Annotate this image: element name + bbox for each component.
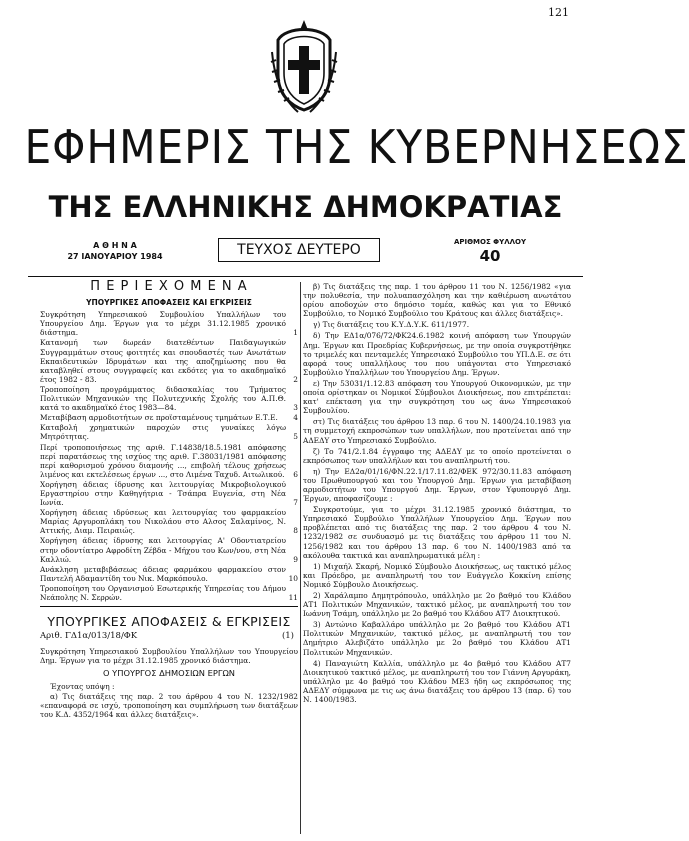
issue-type: ΤΕΥΧΟΣ ΔΕΥΤΕΡΟ [218, 238, 380, 262]
contents-item-text: Τροποποίηση προγράμματος διδασκαλίας του Τμήματος Πολιτικών Μηχανικών της Πολυτεχνικής Σχολής του Α.Π.Θ. κατά το ακαδημαϊκό έτος 1983—84. [40, 384, 286, 413]
contents-item [40, 565, 298, 583]
column-divider [300, 282, 301, 834]
contents-item [40, 310, 298, 337]
contents-item-text: Χορήγηση άδειας ίδρυσης και λειτουργίας Α' Οδοντιατρείου στην οδοντίατρο Αφροδίτη Ζέβδα - Μήχου του Κων/νου, στη Νέα Καλλιώ. [40, 536, 286, 564]
body-paragraph: 3) Αντώνιο Καβαλλάρο υπάλληλο με 2ο βαθμό του Κλάδου ΑΤ1 Πολιτικών Μηχανικών, τακτικό μέλος, με αναπληρωτή του τον Δημήτριο Αλεβιζάτο υπάλληλο με 2ο βαθμό του Κλάδου ΑΤ1 Πολιτικών Μηχανικών. [303, 620, 571, 657]
contents-item-text: Χορήγηση άδειας ίδρυσης και λειτουργίας Μικροβιολογικού Εργαστηρίου στην Καθηγήτρια - Τσάπρα Ευγενία, στη Νέα Ιωνία. [40, 479, 286, 508]
contents-item-page: 4 [293, 413, 298, 423]
decision-index: (1) [281, 631, 294, 642]
minister-heading: Ο ΥΠΟΥΡΓΟΣ ΔΗΜΟΣΙΩΝ ΕΡΓΩΝ [102, 668, 235, 679]
sheet-number-label: ΑΡΙΘΜΟΣ ΦΥΛΛΟΥ [453, 238, 527, 246]
sheet-number: 40 [479, 247, 501, 265]
contents-item [40, 443, 298, 479]
header-divider [28, 276, 583, 277]
sheet-number-box [420, 238, 560, 265]
masthead-row [40, 238, 571, 274]
contents-item-page: 7 [293, 498, 298, 508]
provision-a: α) Τις διατάξεις της παρ. 2 του άρθρου 4 του Ν. 1232/1982 «επαναφορά σε ισχύ, τροποποίηση και συμπλήρωση των διατάξεων του Κ.Δ. 4352/1964 και άλλες διατάξεις». [40, 691, 298, 719]
contents-list [40, 310, 298, 602]
contents-item [40, 508, 298, 535]
contents-item-page: 10 [288, 573, 298, 583]
body-paragraph: ζ) Το 741/2.1.84 έγγραφο της ΑΔΕΔΥ με το οποίο προτείνεται ο εκπρόσωπος των υπαλλήλων και του αναπληρωτή του. [303, 446, 571, 465]
contents-item-page: 1 [293, 328, 298, 338]
body-paragraph: γ) Τις διατάξεις του Κ.Υ.Δ.Υ.Κ. 611/1977. [313, 320, 470, 330]
contents-item-text: Περί τροποποιήσεως της αριθ. Γ.14838/18.5.1981 απόφασης περί παρατάσεως της ισχύος της αριθ. Γ.38031/1981 απόφασης περί καθορισμού χρόνου διαμονής ..., επιβολή τέλους χρήσεως λιμένος και εκτελέσεως έργων ..., στο Λιμένα Ταχυδ. Αιτωλικού. [40, 442, 286, 479]
contents-item-text: Μεταβίβαση αρμοδιοτήτων σε προϊσταμένους τμημάτων Ε.Τ.Ε. [40, 413, 278, 423]
section-divider [40, 606, 298, 607]
decision-reference [40, 632, 298, 641]
contents-item-text: Τροποποίηση του Οργανισμού Εσωτερικής Υπηρεσίας του Δήμου Νεάπολης Ν. Σερρών. [40, 583, 286, 602]
contents-item-page: 3 [293, 403, 298, 413]
decision-ref-number: Αριθ. ΓΔ1α/013/18/ΦΚ [40, 631, 138, 642]
contents-item-page: 8 [293, 526, 298, 536]
contents-item-text: Καταβολή χρηματικών παροχών στις γυναίκες λόγω Μητρότητας. [40, 423, 286, 442]
contents-item-text: Κατανομή των δωρεάν διατεθέντων Παιδαγωγικών Συγγραμμάτων στους φοιτητές και σπουδαστές των Ανωτάτων Εκπαιδευτικών Ιδρυμάτων και της αποζημίωσης που θα καταβληθεί στους συγγραφείς και εκδότες για το ακαδημαϊκό έτος 1982 - 83. [40, 338, 286, 384]
decision-subject: Συγκρότηση Υπηρεσιακού Συμβουλίου Υπαλλήλων του Υπουργείου Δημ. Έργων για το μέχρι 31.12.1985 χρονικό διάστημα. [40, 647, 298, 666]
issue-city: Α Θ Η Ν Α [93, 241, 137, 250]
body-paragraph: 1) Μιχαήλ Σκαρή, Νομικό Σύμβουλο Διοικήσεως, ως τακτικό μέλος και Πρόεδρο, με αναπληρωτή του τον Ευάγγελο Κοκκίνη επίσης Νομικό Σύμβουλο Διοικήσεως. [303, 561, 571, 589]
body-paragraph: ε) Την 53031/1.12.83 απόφαση του Υπουργού Οικονομικών, με την οποία ορίστηκαν οι Νομικοί Σύμβουλοι Διοικήσεως, που επιτρέπεται: κατ' επέκταση για την συγκρότηση του ως άνω Υπηρεσιακού Συμβουλίου. [303, 378, 571, 416]
contents-item-text: Συγκρότηση Υπηρεσιακού Συμβουλίου Υπαλλήλων του Υπουργείου Δημ. Έργων για το μέχρι 31.12.1985 χρονικό διάστημα. [40, 310, 286, 338]
body-paragraph: 4) Παναγιώτη Καλλία, υπάλληλο με 4ο βαθμό του Κλάδου ΑΤ7 Διοικητικού τακτικό μέλος, με αναπληρωτή του τον Γιάννη Αργυράκη, υπάλληλο με 4ο βαθμό του Κλάδου ΜΕ3 ήδη ως εκπρόσωπος της ΑΔΕΔΥ σύμφωνα με τις ως άνω διατάξεις του άρθρου 13 (παρ. 6) του Ν. 1400/1983. [303, 658, 571, 705]
body-paragraph: β) Τις διατάξεις της παρ. 1 του άρθρου 11 του Ν. 1256/1982 «για την πολυθεσία, την πολυαπασχόληση και την καθιέρωση ανωτάτου ορίου αποδοχών στο δημόσιο τομέα, καθώς και για το Εθνικό Συμβούλιο, το Νομικό Συμβούλιο του Κράτους και άλλες διατάξεις». [303, 282, 571, 319]
issue-place-date [40, 240, 190, 262]
contents-item-page: 5 [293, 432, 298, 442]
contents-item-page: 11 [288, 593, 298, 602]
contents-item [40, 584, 298, 602]
body-paragraph: 2) Χαράλαμπο Δημητρόπουλο, υπάλληλο με 2ο βαθμό του Κλάδου ΑΤ1 Πολιτικών Μηχανικών, τακτικό μέλος, με αναπληρωτή του τον Ιωάννη Τσάμη, υπάλληλο με 2ο βαθμό του Κλάδου ΑΤ7 Διοικητικού. [303, 591, 571, 619]
contents-item-page: 9 [293, 554, 298, 564]
body-paragraph: Συγκροτούμε, για το μέχρι 31.12.1985 χρονικό διάστημα, το Υπηρεσιακό Συμβούλιο Υπαλλήλων Υπουργείου Δημ. Έργων που προβλέπεται από τις διατάξεις της παρ. 2 του άρθρου 4 του Ν. 1232/1982 σε συνδυασμό με τις διατάξεις του άρθρου 11 του Ν. 1256/1982 και του άρθρου 13 παρ. 6 του Ν. 1400/1983 από τα ακόλουθα τακτικά και αναπληρωματικά μέλη : [303, 505, 571, 560]
body-paragraph: δ) Την ΕΔ1α/076/72/ΦΚ24.6.1982 κοινή απόφαση των Υπουργών Δημ. Έργων και Προεδρίας Κυβερνήσεως, με την οποία συγκροτήθηκε το τριμελές και πενταμελές Υπηρεσιακό Συμβούλιο του ΥΠ.Δ.Ε. σε ότι αφορά τους υπαλλήλους του που υπάγονται στο Υπηρεσιακό Συμβούλιο Υπαλλήλων του Υπουργείου Δημ. Έργων. [303, 331, 571, 377]
contents-item [40, 413, 298, 422]
left-column [40, 279, 298, 720]
contents-item-text: Ανάκληση μεταβιβάσεως άδειας φαρμάκου φαρμακείου στον Παντελή Αδαμαντίδη του Νικ. Μαρκόπουλο. [40, 564, 286, 583]
contents-item [40, 338, 298, 383]
contents-item [40, 480, 298, 507]
right-column [303, 282, 571, 706]
contents-item-page: 2 [293, 374, 298, 384]
contents-item [40, 536, 298, 563]
contents-subtitle: ΥΠΟΥΡΓΙΚΕΣ ΑΠΟΦΑΣΕΙΣ ΚΑΙ ΕΓΚΡΙΣΕΙΣ [86, 298, 252, 308]
contents-item-text: Χορήγηση άδειας ιδρύσεως και λειτουργίας του φαρμακείου Μαρίας Αργυροπλάκη του Νικολάου στο Αλσος Σαλαμίνος, Ν. Αττικής, Διαμ. Πειραιώς. [40, 508, 286, 536]
gazette-title: ΕΦΗΜΕΡΙΣ ΤΗΣ ΚΥΒΕΡΝΗΣΕΩΣ [24, 120, 689, 174]
contents-item [40, 423, 298, 441]
body-paragraph: στ) Τις διατάξεις του άρθρου 13 παρ. 6 του Ν. 1400/24.10.1983 για τη συμμετοχή εκπροσώπων των υπαλλήλων, που προτείνεται από την ΑΔΕΔΥ στο Υπηρεσιακό Συμβούλιο. [303, 417, 571, 445]
contents-item-page: 6 [293, 469, 298, 479]
contents-title: Π Ε Ρ Ι Ε Χ Ο Μ Ε Ν Α [90, 279, 248, 294]
gazette-subtitle: ΤΗΣ ΕΛΛΗΝΙΚΗΣ ΔΗΜΟΚΡΑΤΙΑΣ [48, 190, 563, 224]
coat-of-arms-icon [268, 16, 340, 114]
page-number: 121 [548, 6, 569, 19]
having-in-mind: Έχοντας υπόψη : [50, 681, 115, 691]
issue-date: 27 ΙΑΝΟΥΑΡΙΟΥ 1984 [67, 252, 163, 261]
body-paragraph: η) Την ΕΔ2α/01/16/ΦΝ.22.1/17.11.82/ΦΕΚ 972/30.11.83 απόφαση του Πρωθυπουργού και του Υπουργού Δημ. Έργων για μεταβίβαση αρμοδιοτήτων του Υπουργού Δημ. Έργων, στον Υφυπουργό Δημ. Έργων, αποφασίζουμε : [303, 466, 571, 504]
decisions-title: ΥΠΟΥΡΓΙΚΕΣ ΑΠΟΦΑΣΕΙΣ & ΕΓΚΡΙΣΕΙΣ [47, 614, 291, 630]
contents-item [40, 385, 298, 412]
